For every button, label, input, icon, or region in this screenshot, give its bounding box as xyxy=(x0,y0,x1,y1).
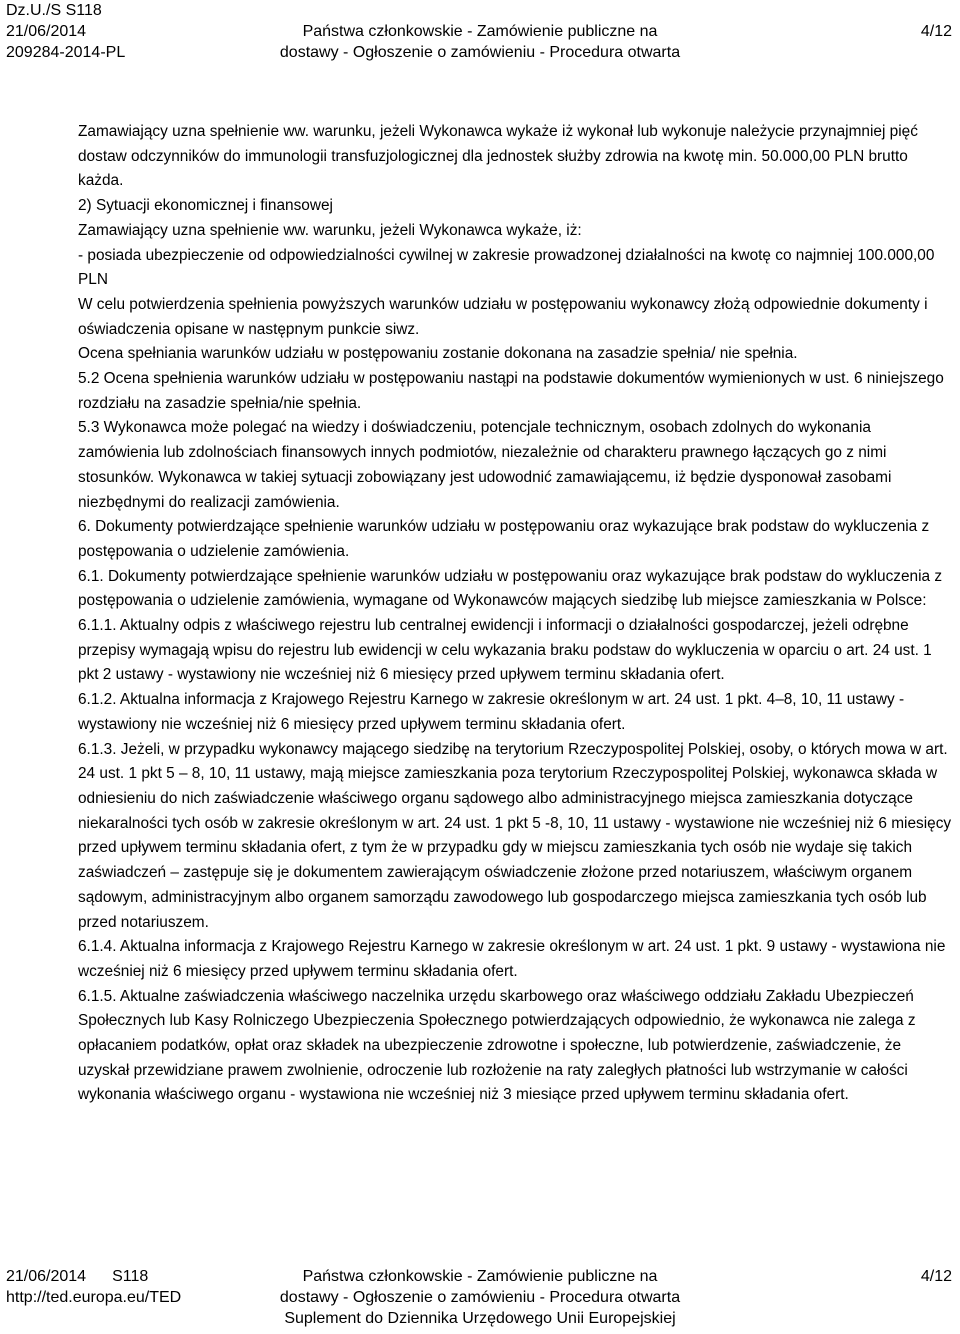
footer-title-line1: Państwa członkowskie - Zamówienie publiczne na xyxy=(302,1268,658,1285)
footer-series: S118 xyxy=(112,1268,149,1285)
paragraph: 6.1.5. Aktualne zaświadczenia właściwego naczelnika urzędu skarbowego oraz właściwego oddziału Zakładu Ubezpieczeń Społecznych lub Kasy Rolniczego Ubezpieczenia Społecznego potwierdzających odpowiednio, że wykonawca nie zalega z opłacaniem podatków, opłat oraz składek na ubezpieczenie zdrowotne i społeczne, lub potwierdzenie, zaświadczenie, że uzyskał przewidziane prawem zwolnienie, odroczenie lub rozłożenie na raty zaległych płatności lub wstrzymanie w całości wykonania właściwego organu - wystawiona nie wcześniej niż 3 miesiące przed upływem terminu składania ofert. xyxy=(78,987,916,1104)
paragraph: 6.1.4. Aktualna informacja z Krajowego Rejestru Karnego w zakresie określonym w art. 24 ust. 1 pkt. 9 ustawy - wystawiona nie wcześniej niż 6 miesięcy przed upływem terminu składania ofert. xyxy=(78,938,946,980)
header-ref: Dz.U./S S118 xyxy=(6,2,102,19)
paragraph: 5.2 Ocena spełnienia warunków udziału w postępowaniu nastąpi na podstawie dokumentów wymienionych w ust. 6 niniejszego rozdziału na zasadzie spełnia/nie spełnia. xyxy=(78,370,944,412)
paragraph: 6.1.3. Jeżeli, w przypadku wykonawcy mającego siedzibę na terytorium Rzeczypospolitej Polskiej, osoby, o których mowa w art. 24 ust. 1 pkt 5 – 8, 10, 11 ustawy, mają miejsce zamieszkania poza terytorium Rzeczypospolitej Polskiej, wykonawca składa w odniesieniu do nich zaświadczenie właściwego organu sądowego albo administracyjnego miejsca zamieszkania dotyczące niekaralności tych osób w zakresie określonym w art. 24 ust. 1 pkt 5 -8, 10, 11 ustawy - wystawione nie wcześniej niż 6 miesięcy przed upływem terminu składania ofert, z tym że w przypadku gdy w miejscu zamieszkania tych osób nie wydaje się takich zaświadczeń – zastępuje się je dokumentem zawierającym oświadczenie złożone przed notariuszem, właściwym organem sądowym, administracyjnym albo organem samorządu zawodowego lub gospodarczego miejsca zamieszkania tych osób lub przed notariuszem. xyxy=(78,740,952,931)
paragraph: 6.1.1. Aktualny odpis z właściwego rejestru lub centralnej ewidencji i informacji o działalności gospodarczej, jeżeli odrębne przepisy wymagają wpisu do rejestru lub ewidencji w celu wykazania braku podstaw do wykluczenia w oparciu o art. 24 ust. 1 pkt 2 ustawy - wystawiony nie wcześniej niż 6 miesięcy przed upływem terminu składania ofert. xyxy=(78,617,932,684)
paragraph: - posiada ubezpieczenie od odpowiedzialności cywilnej w zakresie prowadzonej działalności na kwotę co najmniej 100.000,00 PLN xyxy=(78,246,935,289)
footer-page: 4/12 xyxy=(920,1268,952,1285)
header-title-line1: Państwa członkowskie - Zamówienie publiczne na xyxy=(302,23,658,40)
paragraph: W celu potwierdzenia spełnienia powyższych warunków udziału w postępowaniu wykonawcy złożą odpowiednie dokumenty i oświadczenia opisane w następnym punkcie siwz. xyxy=(78,295,928,338)
paragraph: Zamawiający uzna spełnienie ww. warunku, jeżeli Wykonawca wykaże, iż: xyxy=(78,221,582,239)
footer-url[interactable]: http://ted.europa.eu/TED xyxy=(6,1289,182,1306)
paragraph: 5.3 Wykonawca może polegać na wiedzy i doświadczeniu, potencjale technicznym, osobach zdolnych do wykonania zamówienia lub zdolnościach finansowych innych podmiotów, niezależnie od charakteru prawnego łączących go z nimi stosunków. Wykonawca w takiej sytuacji zobowiązany jest udowodnić zamawiającemu, iż będzie dysponował zasobami niezbędnymi do realizacji zamówienia. xyxy=(78,419,892,511)
document-body xyxy=(78,120,954,1108)
paragraph: Zamawiający uzna spełnienie ww. warunku, jeżeli Wykonawca wykaże iż wykonał lub wykonuje należycie przynajmniej pięć dostaw odczynników do immunologii transfuzjologicznej dla jednostek służby zdrowia na kwotę min. 50.000,00 PLN brutto każda. xyxy=(78,123,918,190)
footer-title-line2: dostawy - Ogłoszenie o zamówieniu - Procedura otwarta xyxy=(279,1289,681,1306)
footer-date: 21/06/2014 xyxy=(6,1268,87,1285)
header-title xyxy=(0,0,960,63)
paragraph: Ocena spełniania warunków udziału w postępowaniu zostanie dokonana na zasadzie spełnia/ nie spełnia. xyxy=(78,345,798,363)
footer-title-line3: Suplement do Dziennika Urzędowego Unii Europejskiej xyxy=(284,1310,676,1327)
paragraph: 6. Dokumenty potwierdzające spełnienie warunków udziału w postępowaniu oraz wykazujące brak podstaw do wykluczenia z postępowania o udzielenie zamówienia. xyxy=(78,518,930,560)
header-doc-id: 209284-2014-PL xyxy=(6,44,126,61)
paragraph: 6.1.2. Aktualna informacja z Krajowego Rejestru Karnego w zakresie określonym w art. 24 ust. 1 pkt. 4–8, 10, 11 ustawy - wystawiony nie wcześniej niż 6 miesięcy przed upływem terminu składania ofert. xyxy=(78,691,905,733)
header-date: 21/06/2014 xyxy=(6,23,87,40)
header-title-line2: dostawy - Ogłoszenie o zamówieniu - Procedura otwarta xyxy=(279,44,681,61)
footer-title xyxy=(0,1266,960,1329)
paragraph: 2) Sytuacji ekonomicznej i finansowej xyxy=(78,197,333,215)
header-page: 4/12 xyxy=(920,23,952,40)
paragraph: 6.1. Dokumenty potwierdzające spełnienie warunków udziału w postępowaniu oraz wykazujące brak podstaw do wykluczenia z postępowania o udzielenie zamówienia, wymagane od Wykonawców mających siedzibę lub miejsce zamieszkania w Polsce: xyxy=(78,567,943,610)
